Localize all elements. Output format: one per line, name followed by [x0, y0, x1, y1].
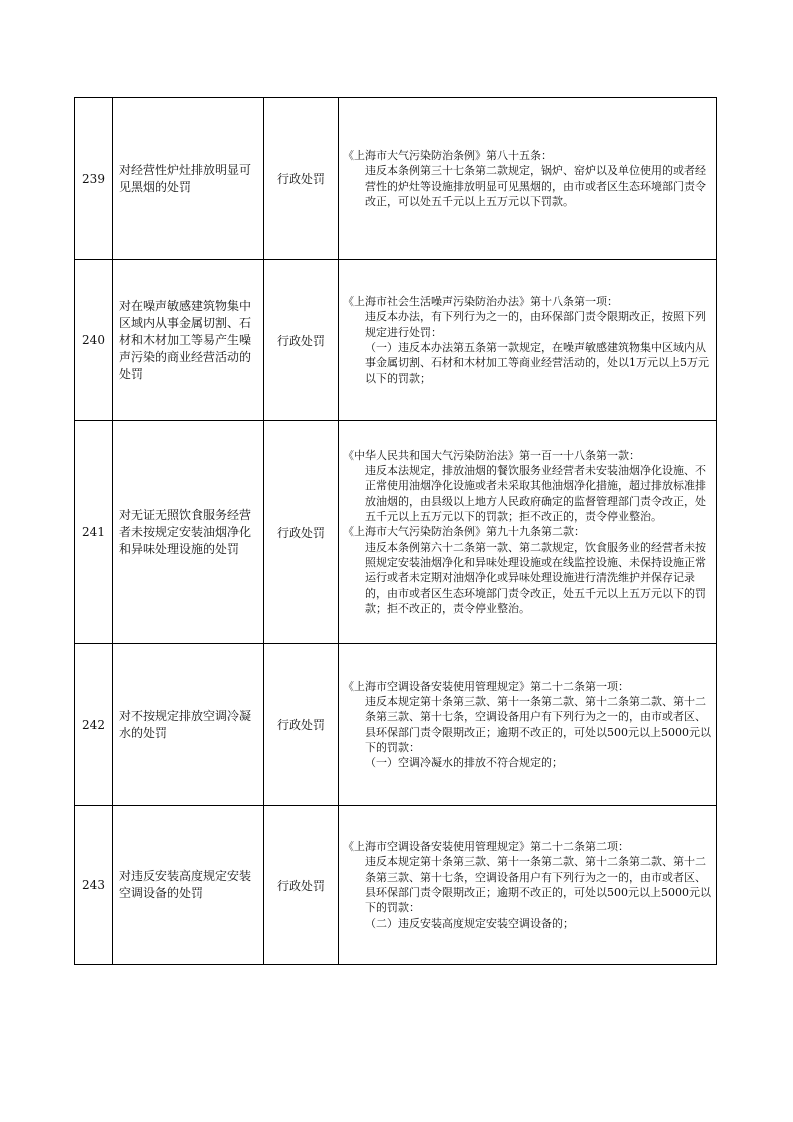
basis-line: 违反本规定第十条第三款、第十一条第二款、第十二条第二款、第十二条第三款、第十七条，空调设备用户有下列行为之一的，由市或者区、县环保部门责令限期改正；逾期不改正的，可处以500元以上5000元以下的罚款：	[365, 855, 711, 915]
legal-basis	[339, 421, 717, 644]
legal-basis	[339, 806, 717, 965]
item-name: 对经营性炉灶排放明显可见黑烟的处罚	[113, 98, 264, 260]
table-row	[75, 260, 717, 421]
row-number: 243	[75, 806, 113, 965]
basis-line: 违反本条例第六十二条第一款、第二款规定，饮食服务业的经营者未按照规定安装油烟净化和异味处理设施或在线监控设施、未保持设施正常运行或者未定期对油烟净化或异味处理设施进行清洗维护并保存记录的，由市或者区生态环境部门责令改正，处五千元以上五万元以下的罚款；拒不改正的，责令停业整治。	[365, 540, 706, 615]
basis-line: 违反本法规定，排放油烟的餐饮服务业经营者未安装油烟净化设施、不正常使用油烟净化设施或者未采取其他油烟净化措施，超过排放标准排放油烟的，由县级以上地方人民政府确定的监督管理部门责令改正，处五千元以上五万元以下的罚款；拒不改正的，责令停业整治。	[365, 464, 706, 524]
basis-line: 《上海市空调设备安装使用管理规定》第二十二条第一项：	[343, 679, 629, 693]
legal-basis	[339, 260, 717, 421]
basis-line: 违反本条例第三十七条第二款规定，锅炉、窑炉以及单位使用的或者经营性的炉灶等设施排放明显可见黑烟的，由市或者区生态环境部门责令改正，可以处五千元以上五万元以下罚款。	[365, 164, 706, 208]
item-name: 对无证无照饮食服务经营者未按规定安装油烟净化和异味处理设施的处罚	[113, 421, 264, 644]
table-row	[75, 421, 717, 644]
item-type: 行政处罚	[264, 806, 339, 965]
item-name: 对违反安装高度规定安装空调设备的处罚	[113, 806, 264, 965]
item-name: 对在噪声敏感建筑物集中区域内从事金属切割、石材和木材加工等易产生噪声污染的商业经营活动的处罚	[113, 260, 264, 421]
legal-basis	[339, 644, 717, 806]
legal-basis	[339, 98, 717, 260]
item-type: 行政处罚	[264, 421, 339, 644]
item-type: 行政处罚	[264, 260, 339, 421]
basis-line: 违反本规定第十条第三款、第十一条第二款、第十二条第二款、第十二条第三款、第十七条，空调设备用户有下列行为之一的，由市或者区、县环保部门责令限期改正；逾期不改正的，可处以500元以上5000元以下的罚款：	[365, 694, 711, 754]
basis-line: （二）违反安装高度规定安装空调设备的；	[365, 916, 574, 930]
item-type: 行政处罚	[264, 644, 339, 806]
basis-line: 《上海市社会生活噪声污染防治办法》第十八条第一项：	[343, 295, 618, 309]
basis-line: 违反本办法，有下列行为之一的，由环保部门责令限期改正，按照下列规定进行处罚：	[365, 310, 706, 339]
basis-line: 《中华人民共和国大气污染防治法》第一百一十八条第一款：	[343, 448, 640, 462]
basis-line: 《上海市大气污染防治条例》第八十五条：	[343, 148, 552, 162]
basis-line: 《上海市大气污染防治条例》第九十九条第二款：	[343, 525, 585, 539]
table-row	[75, 98, 717, 260]
item-name: 对不按规定排放空调冷凝水的处罚	[113, 644, 264, 806]
penalty-table	[74, 97, 717, 965]
row-number: 239	[75, 98, 113, 260]
row-number: 242	[75, 644, 113, 806]
basis-line: （一）违反本办法第五条第一款规定，在噪声敏感建筑物集中区域内从事金属切割、石材和木材加工等商业经营活动的，处以1万元以上5万元以下的罚款；	[365, 341, 709, 385]
basis-line: （一）空调冷凝水的排放不符合规定的；	[365, 756, 563, 770]
basis-line: 《上海市空调设备安装使用管理规定》第二十二条第二项：	[343, 840, 629, 854]
item-type: 行政处罚	[264, 98, 339, 260]
row-number: 241	[75, 421, 113, 644]
table-row	[75, 644, 717, 806]
row-number: 240	[75, 260, 113, 421]
table-row	[75, 806, 717, 965]
